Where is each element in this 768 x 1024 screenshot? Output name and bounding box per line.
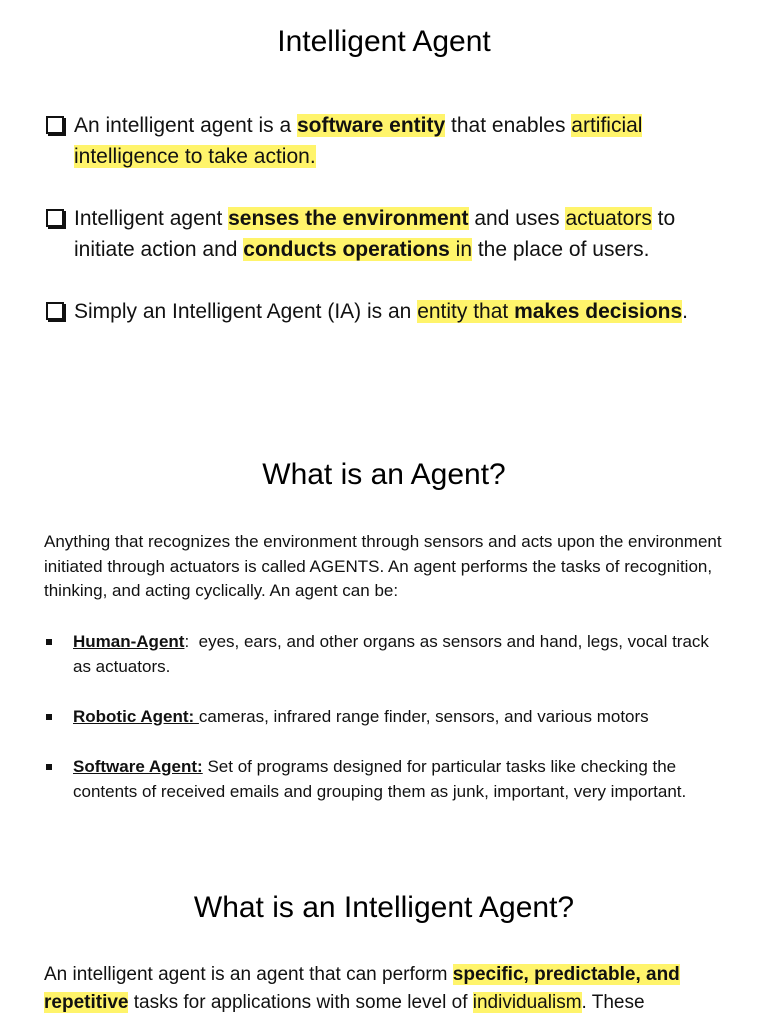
intelligent-agent-paragraph [44, 961, 734, 1017]
para-part-2: specific, predictable, and repetitive [44, 964, 680, 1013]
what-is-agent-title: What is an Agent? [262, 458, 506, 491]
bullet-1-part-1: An intelligent agent is a [74, 114, 297, 137]
bullet-2-part-1: Intelligent agent [74, 207, 229, 230]
bullet-2-part-6: conducts operations [243, 238, 450, 261]
para-part-5: . These [581, 992, 645, 1013]
para-part-4: individualism [472, 992, 582, 1013]
bullet-2-part-8: the place of users. [472, 238, 650, 261]
agent-type-desc: cameras, infrared range finder, sensors, and various motors [198, 707, 649, 726]
what-is-intelligent-agent-title: What is an Intelligent Agent? [193, 891, 575, 924]
square-bullet-icon [46, 639, 52, 645]
bullet-1-part-3: that enables [445, 114, 572, 137]
square-bullet-icon [46, 764, 52, 770]
agent-type-desc: Set of programs designed for particular tasks like checking the contents of received emails and grouping them as junk, important, very important. [73, 757, 687, 801]
bullet-2-part-5: to initiate action and [74, 207, 676, 261]
agent-type-sep: : [184, 632, 199, 651]
bullet-3-part-4: . [682, 300, 689, 323]
bullet-item-3 [46, 296, 736, 327]
bullet-1-part-2: software entity [296, 114, 446, 137]
para-part-3: tasks for applications with some level of [128, 992, 473, 1013]
checkbox-bullet-icon [46, 116, 64, 134]
square-bullet-icon [46, 714, 52, 720]
agent-definition-paragraph: Anything that recognizes the environment through sensors and acts upon the environment initiated through actuators is called AGENTS. An agent performs the tasks of recognition, thinking, and acting cyclically. An agent can be: [44, 532, 722, 600]
agent-type-term: Human-Agent [73, 632, 185, 651]
intelligent-agent-title: Intelligent Agent [277, 25, 491, 58]
intelligent-agent-bullets [46, 110, 736, 327]
checkbox-bullet-icon [46, 209, 64, 227]
agent-type-term: Robotic Agent: [73, 707, 199, 726]
agent-type-software [44, 755, 724, 804]
bullet-3-part-1: Simply an Intelligent Agent (IA) is an [74, 300, 418, 323]
bullet-2-part-3: and uses [468, 207, 566, 230]
bullet-3-part-3: makes decisions [514, 300, 683, 323]
agent-type-term: Software Agent: [73, 757, 203, 776]
checkbox-bullet-icon [46, 302, 64, 320]
para-part-1: An intelligent agent is an agent that can perform [44, 964, 453, 985]
agent-type-robotic [44, 705, 724, 730]
bullet-2-part-4: actuators [565, 207, 652, 230]
bullet-3-part-2: entity that [417, 300, 515, 323]
bullet-item-2 [46, 203, 736, 265]
bullet-item-1 [46, 110, 736, 172]
bullet-2-part-2: senses the environment [228, 207, 469, 230]
agent-type-desc: eyes, ears, and other organs as sensors and hand, legs, vocal track as actuators. [73, 632, 709, 676]
agent-type-human [44, 630, 724, 679]
bullet-1-part-4: artificial intelligence to take action. [74, 114, 643, 168]
bullet-2-part-7: in [449, 238, 473, 261]
